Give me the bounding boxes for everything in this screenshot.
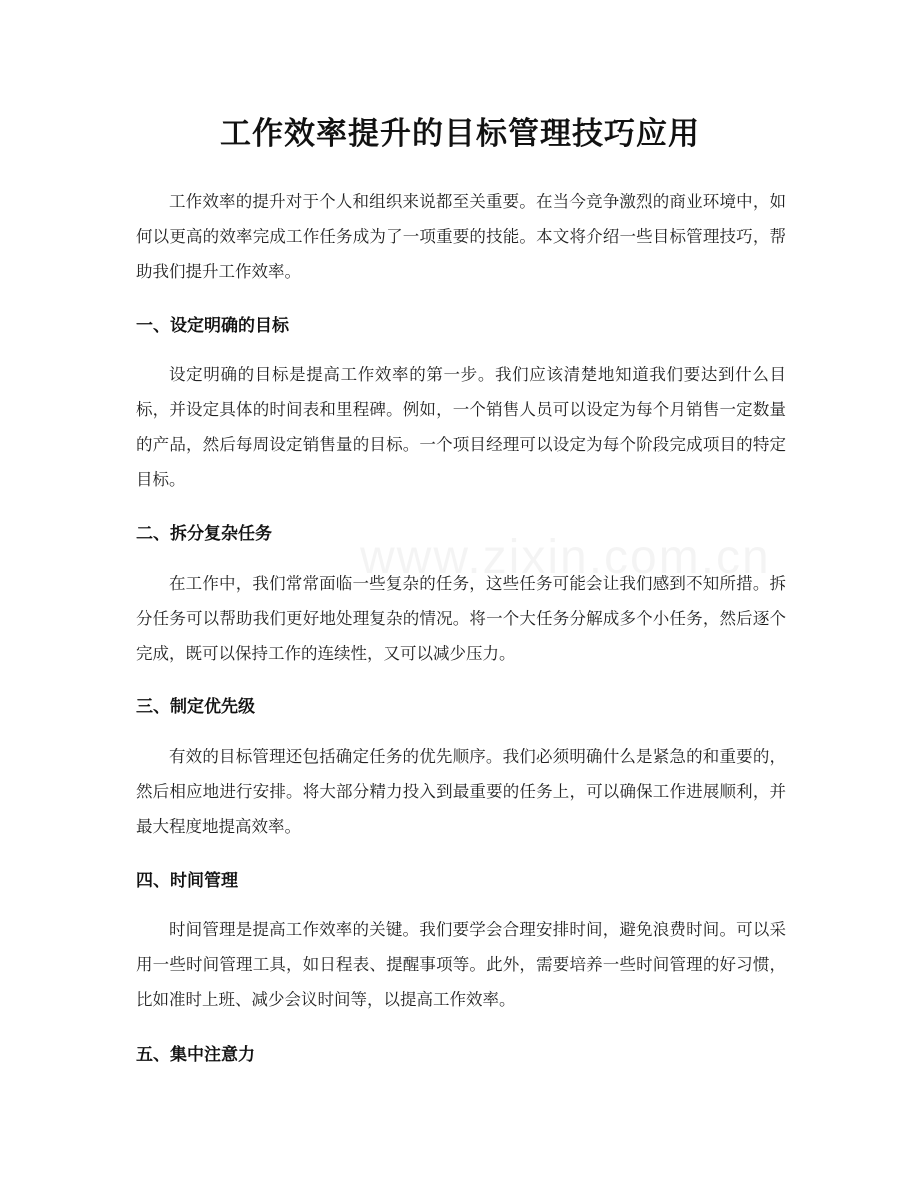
section-heading-2: 二、拆分复杂任务	[136, 524, 272, 544]
section-body-2: 在工作中，我们常常面临一些复杂的任务，这些任务可能会让我们感到不知所措。拆分任务可以帮助我们更好地处理复杂的情况。将一个大任务分解成多个小任务，然后逐个完成，既可以保持工作的连续性，又可以减少压力。	[136, 574, 786, 663]
section-body-3: 有效的目标管理还包括确定任务的优先顺序。我们必须明确什么是紧急的和重要的，然后相应地进行安排。将大部分精力投入到最重要的任务上，可以确保工作进展顺利，并最大程度地提高效率。	[136, 747, 786, 836]
section-body-4: 时间管理是提高工作效率的关键。我们要学会合理安排时间，避免浪费时间。可以采用一些时间管理工具，如日程表、提醒事项等。此外，需要培养一些时间管理的好习惯，比如准时上班、减少会议时间等，以提高工作效率。	[136, 920, 786, 1009]
section-heading-5: 五、集中注意力	[136, 1045, 255, 1065]
section-body-1: 设定明确的目标是提高工作效率的第一步。我们应该清楚地知道我们要达到什么目标，并设定具体的时间表和里程碑。例如，一个销售人员可以设定为每个月销售一定数量的产品，然后每周设定销售量的目标。一个项目经理可以设定为每个阶段完成项目的特定目标。	[136, 365, 786, 489]
intro-paragraph: 工作效率的提升对于个人和组织来说都至关重要。在当今竞争激烈的商业环境中，如何以更高的效率完成工作任务成为了一项重要的技能。本文将介绍一些目标管理技巧，帮助我们提升工作效率。	[136, 192, 786, 281]
document-title: 工作效率提升的目标管理技巧应用	[220, 116, 700, 152]
section-heading-3: 三、制定优先级	[136, 697, 255, 717]
section-heading-4: 四、时间管理	[136, 871, 238, 891]
section-heading-1: 一、设定明确的目标	[136, 316, 289, 336]
